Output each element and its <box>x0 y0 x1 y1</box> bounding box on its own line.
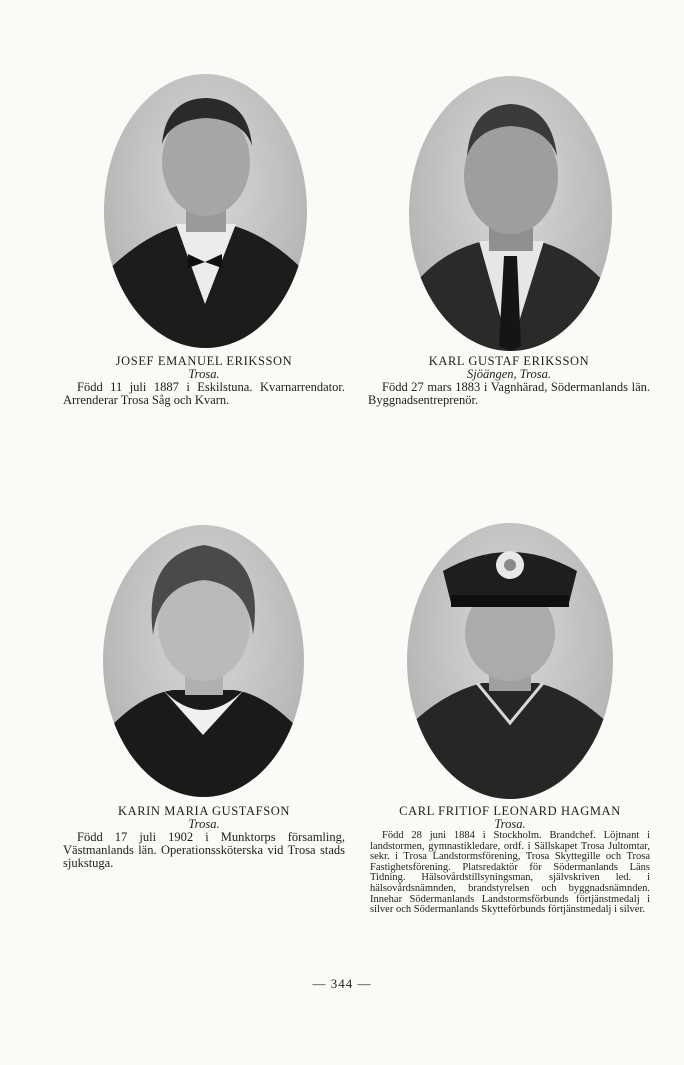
person-name: KARIN MARIA GUSTAFSON <box>117 804 291 818</box>
person-name: CARL FRITIOF LEONARD HAGMAN <box>399 804 621 818</box>
portrait-josef-emanuel-eriksson <box>104 74 307 348</box>
portrait-carl-fritiof-leonard-hagman <box>407 523 613 799</box>
person-place: Trosa. <box>494 817 526 831</box>
person-place: Trosa. <box>188 817 220 831</box>
entry-karl-gustaf-eriksson <box>368 354 650 407</box>
entry-carl-fritiof-leonard-hagman <box>370 804 650 916</box>
person-place: Sjöängen, Trosa. <box>467 367 551 381</box>
portrait-karin-maria-gustafson <box>103 525 304 797</box>
portrait-photo <box>409 76 612 351</box>
portrait-photo <box>104 74 307 348</box>
person-bio: Född 11 juli 1887 i Eskilstuna. Kvarnarrendator. Arrenderar Trosa Såg och Kvarn. <box>63 380 345 407</box>
person-bio: Född 27 mars 1883 i Vagnhärad, Södermanlands län. Byggnadsentreprenör. <box>368 380 650 407</box>
person-bio: Född 17 juli 1902 i Munktorps församling, Västmanlands län. Operationssköterska vid Trosa stads sjukstuga. <box>63 830 345 870</box>
entry-josef-emanuel-eriksson <box>63 354 345 407</box>
person-name: KARL GUSTAF ERIKSSON <box>428 354 590 368</box>
person-name: JOSEF EMANUEL ERIKSSON <box>115 354 293 368</box>
person-bio: Född 28 juni 1884 i Stockholm. Brandchef. Löjtnant i landstormen, gymnastikledare, ordf. i Sällskapet Trosa Jultomtar, sekr. i Trosa Landstormsförening, Trosa Skyttegille och Trosa Fastighetsförening. Platsredaktör för Södermanlands Läns Tidning. Hälsovårdstillsyningsman, självskriven led. i hälsovårdsnämnden, brandstyrelsen och byggnadsnämnden. Innehar Södermanlands Landstormsförbunds förtjänstmedalj i silver och Södermanlands Skytteförbunds förtjänstmedalj i silver. <box>370 830 650 916</box>
entry-karin-maria-gustafson <box>63 804 345 870</box>
page-number: — 344 — <box>312 976 372 991</box>
portrait-photo <box>103 525 304 797</box>
portrait-photo <box>407 523 613 799</box>
person-place: Trosa. <box>188 367 220 381</box>
portrait-karl-gustaf-eriksson <box>409 76 612 351</box>
